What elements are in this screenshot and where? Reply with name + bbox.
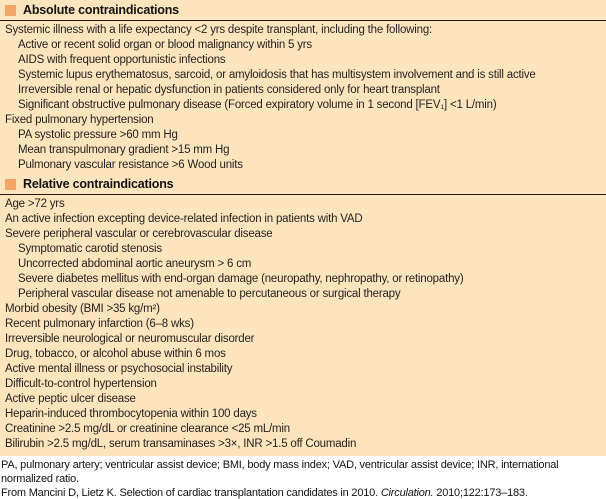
list-item: Systemic illness with a life expectancy <2 yrs despite transplant, including the following: xyxy=(5,24,433,36)
list-item: Pulmonary vascular resistance >6 Wood units xyxy=(18,159,243,171)
list-item: Active mental illness or psychosocial instability xyxy=(5,363,233,375)
list-item: An active infection excepting device-related infection in patients with VAD xyxy=(5,213,363,225)
section-title: Absolute contraindications xyxy=(23,3,179,17)
list-item: Uncorrected abdominal aortic aneurysm > 6 cm xyxy=(18,258,252,270)
section-header xyxy=(0,173,606,195)
list-item: Active or recent solid organ or blood malignancy within 5 yrs xyxy=(18,39,312,51)
list-item: Active peptic ulcer disease xyxy=(5,393,136,405)
abbreviations-note: PA, pulmonary artery; ventricular assist device; BMI, body mass index; VAD, ventricular assist device; INR, international normalized ratio. xyxy=(1,459,559,485)
list-item: PA systolic pressure >60 mm Hg xyxy=(18,129,178,141)
section-rows xyxy=(0,21,606,173)
list-item: Morbid obesity (BMI >35 kg/m²) xyxy=(5,303,160,315)
list-item: Irreversible neurological or neuromuscular disorder xyxy=(5,333,255,345)
list-item: Creatinine >2.5 mg/dL or creatinine clearance <25 mL/min xyxy=(5,423,290,435)
section-title: Relative contraindications xyxy=(23,177,174,191)
list-item: Fixed pulmonary hypertension xyxy=(5,114,154,126)
section-bullet-icon xyxy=(5,5,16,16)
list-item: Significant obstructive pulmonary disease (Forced expiratory volume in 1 second [FEV₁] <1 L/min) xyxy=(18,99,497,111)
list-item: Severe peripheral vascular or cerebrovascular disease xyxy=(5,228,273,240)
list-item: Symptomatic carotid stenosis xyxy=(18,243,162,255)
table-footnote xyxy=(0,456,606,499)
list-item: Recent pulmonary infarction (6–8 wks) xyxy=(5,318,194,330)
citation-note xyxy=(1,486,604,499)
list-item: AIDS with frequent opportunistic infections xyxy=(18,54,226,66)
section-rows xyxy=(0,195,606,452)
list-item: Mean transpulmonary gradient >15 mm Hg xyxy=(18,144,230,156)
citation-text: From Mancini D, Lietz K. Selection of cardiac transplantation candidates in 2010. xyxy=(1,487,381,499)
list-item: Severe diabetes mellitus with end-organ damage (neuropathy, nephropathy, or retinopathy) xyxy=(18,273,464,285)
list-item: Difficult-to-control hypertension xyxy=(5,378,157,390)
list-item: Peripheral vascular disease not amenable to percutaneous or surgical therapy xyxy=(18,288,401,300)
list-item: Heparin-induced thrombocytopenia within 100 days xyxy=(5,408,257,420)
section xyxy=(0,0,606,173)
citation-journal: Circulation. xyxy=(380,487,434,499)
citation-text-suffix: 2010;122:173–183. xyxy=(433,487,528,499)
list-item: Systemic lupus erythematosus, sarcoid, or amyloidosis that has multisystem involvement and is still active xyxy=(18,69,536,81)
section-header xyxy=(0,0,606,21)
list-item: Drug, tobacco, or alcohol abuse within 6 mos xyxy=(5,348,226,360)
section-bullet-icon xyxy=(5,179,16,190)
list-item: Age >72 yrs xyxy=(5,198,65,210)
list-item: Irreversible renal or hepatic dysfunction in patients considered only for heart transplant xyxy=(18,84,440,96)
list-item: Bilirubin >2.5 mg/dL, serum transaminases >3×, INR >1.5 off Coumadin xyxy=(5,438,357,450)
section xyxy=(0,173,606,452)
